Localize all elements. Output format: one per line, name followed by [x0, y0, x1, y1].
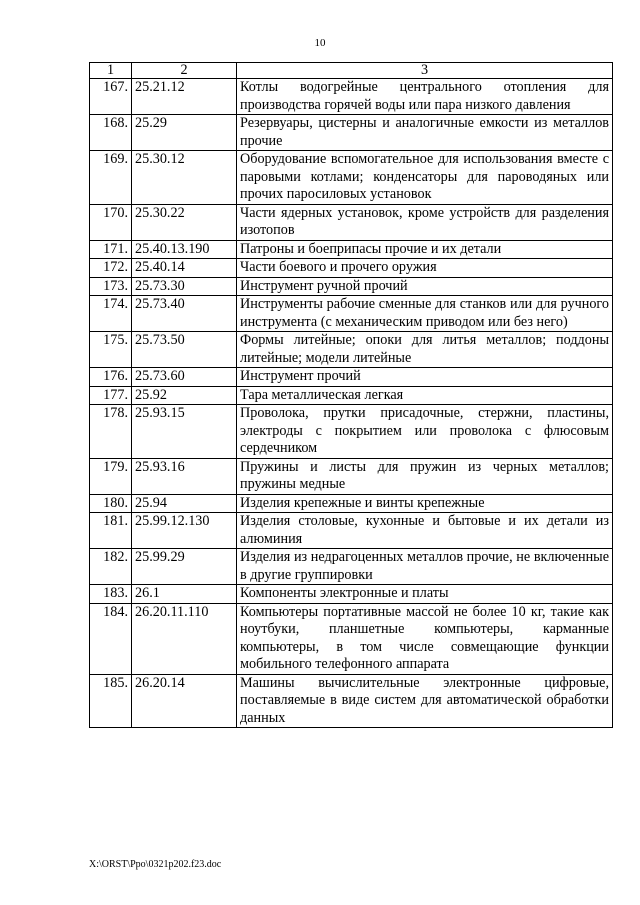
row-number-cell: 178.: [90, 405, 132, 459]
row-number-cell: 168.: [90, 115, 132, 151]
description-cell: Формы литейные; опоки для литья металлов; поддоны литейные; модели литейные: [237, 332, 613, 368]
table-row: [90, 603, 613, 674]
page-number: 10: [314, 37, 326, 49]
table-header-row: [90, 63, 613, 79]
table-row: [90, 513, 613, 549]
table-row: [90, 277, 613, 296]
description-cell: Машины вычислительные электронные цифровые, поставляемые в виде систем для автоматической обработки данных: [237, 674, 613, 728]
description-cell: Инструмент прочий: [237, 368, 613, 387]
row-number-cell: 170.: [90, 204, 132, 240]
row-number-cell: 169.: [90, 151, 132, 205]
row-number-cell: 184.: [90, 603, 132, 674]
table-row: [90, 494, 613, 513]
table-row: [90, 115, 613, 151]
okpd-code-cell: 25.73.30: [132, 277, 237, 296]
description-cell: Изделия из недрагоценных металлов прочие, не включенные в другие группировки: [237, 549, 613, 585]
okpd-code-cell: 25.73.60: [132, 368, 237, 387]
okpd-code-cell: 25.93.16: [132, 458, 237, 494]
row-number-cell: 181.: [90, 513, 132, 549]
table-row: [90, 585, 613, 604]
description-cell: Проволока, прутки присадочные, стержни, пластины, электроды с покрытием или проволока с флюсовым сердечником: [237, 405, 613, 459]
row-number-cell: 179.: [90, 458, 132, 494]
okpd-code-cell: 26.20.11.110: [132, 603, 237, 674]
header-col-1: 1: [90, 63, 132, 79]
classifier-table: [89, 62, 613, 728]
okpd-code-cell: 25.92: [132, 386, 237, 405]
table-body: [90, 79, 613, 728]
okpd-code-cell: 25.21.12: [132, 79, 237, 115]
row-number-cell: 185.: [90, 674, 132, 728]
file-path-footer: X:\ORST\Ppo\0321p202.f23.doc: [89, 859, 222, 870]
okpd-code-cell: 26.20.14: [132, 674, 237, 728]
header-col-2: 2: [132, 63, 237, 79]
okpd-code-cell: 26.1: [132, 585, 237, 604]
table-row: [90, 332, 613, 368]
okpd-code-cell: 25.73.50: [132, 332, 237, 368]
description-cell: Изделия столовые, кухонные и бытовые и их детали из алюминия: [237, 513, 613, 549]
row-number-cell: 175.: [90, 332, 132, 368]
okpd-code-cell: 25.29: [132, 115, 237, 151]
description-cell: Пружины и листы для пружин из черных металлов; пружины медные: [237, 458, 613, 494]
row-number-cell: 172.: [90, 259, 132, 278]
okpd-code-cell: 25.30.22: [132, 204, 237, 240]
table-row: [90, 151, 613, 205]
description-cell: Части боевого и прочего оружия: [237, 259, 613, 278]
description-cell: Компьютеры портативные массой не более 10 кг, такие как ноутбуки, планшетные компьютеры, карманные компьютеры, в том числе совмещающие функции мобильного телефонного аппарата: [237, 603, 613, 674]
table-row: [90, 458, 613, 494]
description-cell: Инструмент ручной прочий: [237, 277, 613, 296]
okpd-code-cell: 25.99.12.130: [132, 513, 237, 549]
description-cell: Компоненты электронные и платы: [237, 585, 613, 604]
row-number-cell: 183.: [90, 585, 132, 604]
description-cell: Патроны и боеприпасы прочие и их детали: [237, 240, 613, 259]
okpd-code-cell: 25.73.40: [132, 296, 237, 332]
row-number-cell: 174.: [90, 296, 132, 332]
description-cell: Котлы водогрейные центрального отопления для производства горячей воды или пара низкого давления: [237, 79, 613, 115]
table-row: [90, 549, 613, 585]
table-row: [90, 204, 613, 240]
okpd-code-cell: 25.94: [132, 494, 237, 513]
description-cell: Тара металлическая легкая: [237, 386, 613, 405]
description-cell: Изделия крепежные и винты крепежные: [237, 494, 613, 513]
table-row: [90, 259, 613, 278]
table-row: [90, 240, 613, 259]
okpd-code-cell: 25.93.15: [132, 405, 237, 459]
table-row: [90, 386, 613, 405]
table-row: [90, 296, 613, 332]
description-cell: Оборудование вспомогательное для использования вместе с паровыми котлами; конденсаторы для пароводяных или прочих паросиловых установок: [237, 151, 613, 205]
okpd-code-cell: 25.30.12: [132, 151, 237, 205]
table-row: [90, 405, 613, 459]
okpd-code-cell: 25.40.13.190: [132, 240, 237, 259]
table-row: [90, 368, 613, 387]
row-number-cell: 173.: [90, 277, 132, 296]
okpd-code-cell: 25.99.29: [132, 549, 237, 585]
row-number-cell: 180.: [90, 494, 132, 513]
okpd-code-cell: 25.40.14: [132, 259, 237, 278]
row-number-cell: 182.: [90, 549, 132, 585]
row-number-cell: 167.: [90, 79, 132, 115]
row-number-cell: 177.: [90, 386, 132, 405]
description-cell: Резервуары, цистерны и аналогичные емкости из металлов прочие: [237, 115, 613, 151]
description-cell: Части ядерных установок, кроме устройств для разделения изотопов: [237, 204, 613, 240]
row-number-cell: 171.: [90, 240, 132, 259]
header-col-3: 3: [237, 63, 613, 79]
table-row: [90, 674, 613, 728]
row-number-cell: 176.: [90, 368, 132, 387]
table-row: [90, 79, 613, 115]
description-cell: Инструменты рабочие сменные для станков или для ручного инструмента (с механическим приводом или без него): [237, 296, 613, 332]
